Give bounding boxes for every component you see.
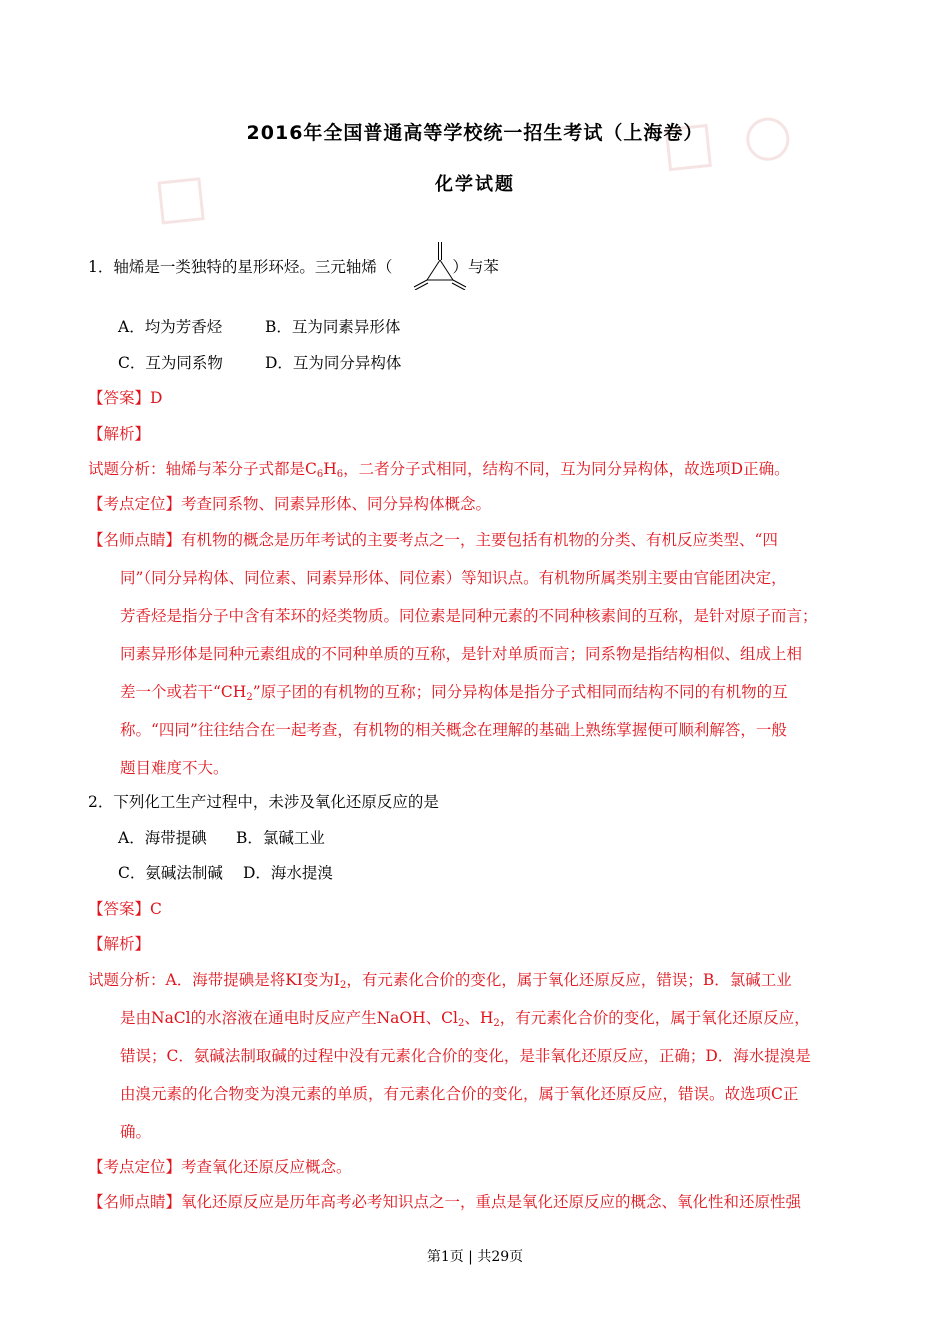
q1-tip-line-5 xyxy=(120,682,788,702)
q2-analysis-line-3: 错误；C．氨碱法制取碱的过程中没有元素化合价的变化，是非氧化还原反应，正确；D．海水提溴是 xyxy=(120,1047,811,1065)
q1-tip-5-post: ”原子团的有机物的互称；同分异构体是指分子式相同而结构不同的有机物的互 xyxy=(252,683,788,701)
q1-analysis-post: ，二者分子式相同，结构不同，互为同分异构体，故选项D正确。 xyxy=(343,460,790,478)
q1-focus: 【考点定位】考查同系物、同素异形体、同分异构体概念。 xyxy=(88,495,492,513)
q2-analysis-line-1 xyxy=(88,970,792,990)
triaxialene-structure xyxy=(410,240,470,290)
q1-analysis-pre: 试题分析：轴烯与苯分子式都是C xyxy=(88,460,317,478)
page-footer: 第1页 | 共29页 xyxy=(426,1249,524,1265)
q2-focus: 【考点定位】考查氧化还原反应概念。 xyxy=(88,1158,352,1176)
q1-stem-after: ）与苯 xyxy=(452,258,499,276)
q2-stem: 2．下列化工生产过程中，未涉及氧化还原反应的是 xyxy=(88,793,439,811)
q2-a1-sub: 2 xyxy=(340,980,347,991)
q1-option-c: C．互为同系物 xyxy=(118,354,223,372)
q1-answer: 【答案】D xyxy=(88,389,163,407)
q1-tip-5-pre: 差一个或若干“CH xyxy=(120,683,247,701)
q2-a2-mid: 、H xyxy=(464,1009,494,1027)
q1-analysis-mid: H xyxy=(323,460,337,478)
q1-analysis-label: 【解析】 xyxy=(88,425,151,443)
q2-a1-pre: 试题分析：A．海带提碘是将KI变为I xyxy=(88,971,341,989)
q1-tip-5-sub: 2 xyxy=(246,692,253,703)
q1-tip-line-7: 题目难度不大。 xyxy=(120,759,229,777)
q2-a2-post: ，有元素化合价的变化，属于氧化还原反应， xyxy=(499,1009,810,1027)
page-subtitle: 化学试题 xyxy=(435,174,515,195)
q1-option-d: D．互为同分异构体 xyxy=(265,354,402,372)
q2-a2-pre: 是由NaCl的水溶液在通电时反应产生NaOH、Cl xyxy=(120,1009,458,1027)
q1-analysis xyxy=(88,459,790,479)
q1-tip-line-3: 芳香烃是指分子中含有苯环的烃类物质。同位素是同种元素的不同种核素间的互称，是针对原子而言； xyxy=(120,607,818,625)
q2-a1-post: ，有元素化合价的变化，属于氧化还原反应，错误；B．氯碱工业 xyxy=(346,971,792,989)
q1-tip-line-4: 同素异形体是同种元素组成的不同种单质的互称，是针对单质而言；同系物是指结构相似、组成上相 xyxy=(120,645,803,663)
q2-analysis-line-5: 确。 xyxy=(120,1123,152,1141)
q1-option-a: A．均为芳香烃 xyxy=(118,318,223,336)
q2-a2-sub2: 2 xyxy=(493,1018,500,1029)
q2-analysis-line-2 xyxy=(120,1008,810,1028)
q1-tip-line-2: 同”（同分异构体、同位素、同素异形体、同位素）等知识点。有机物所属类别主要由官能团决定， xyxy=(120,569,787,587)
q1-tip-line-6: 称。“四同”往往结合在一起考查，有机物的相关概念在理解的基础上熟练掌握便可顺利解答，一般 xyxy=(120,721,787,739)
q1-stem-before: 1．轴烯是一类独特的星形环烃。三元轴烯（ xyxy=(88,258,393,276)
q2-tip-line-1: 【名师点睛】氧化还原反应是历年高考必考知识点之一，重点是氧化还原反应的概念、氧化性和还原性强 xyxy=(88,1193,802,1211)
q2-analysis-label: 【解析】 xyxy=(88,935,151,953)
q2-a2-sub1: 2 xyxy=(457,1018,465,1029)
q2-option-d: D．海水提溴 xyxy=(243,864,333,882)
q2-answer: 【答案】C xyxy=(88,900,162,918)
q2-analysis-line-4: 由溴元素的化合物变为溴元素的单质，有元素化合价的变化，属于氧化还原反应，错误。故选项C正 xyxy=(120,1085,799,1103)
q1-analysis-sub2: 6 xyxy=(336,469,344,480)
q2-option-a: A．海带提碘 xyxy=(118,829,207,847)
q2-option-c: C．氨碱法制碱 xyxy=(118,864,223,882)
page-title: 2016年全国普通高等学校统一招生考试（上海卷） xyxy=(246,122,704,144)
q1-tip-line-1: 【名师点睛】有机物的概念是历年考试的主要考点之一，主要包括有机物的分类、有机反应类型、“四 xyxy=(88,531,778,549)
q1-analysis-sub1: 6 xyxy=(316,469,324,480)
q1-option-b: B．互为同素异形体 xyxy=(265,318,401,336)
q2-option-b: B．氯碱工业 xyxy=(236,829,325,847)
